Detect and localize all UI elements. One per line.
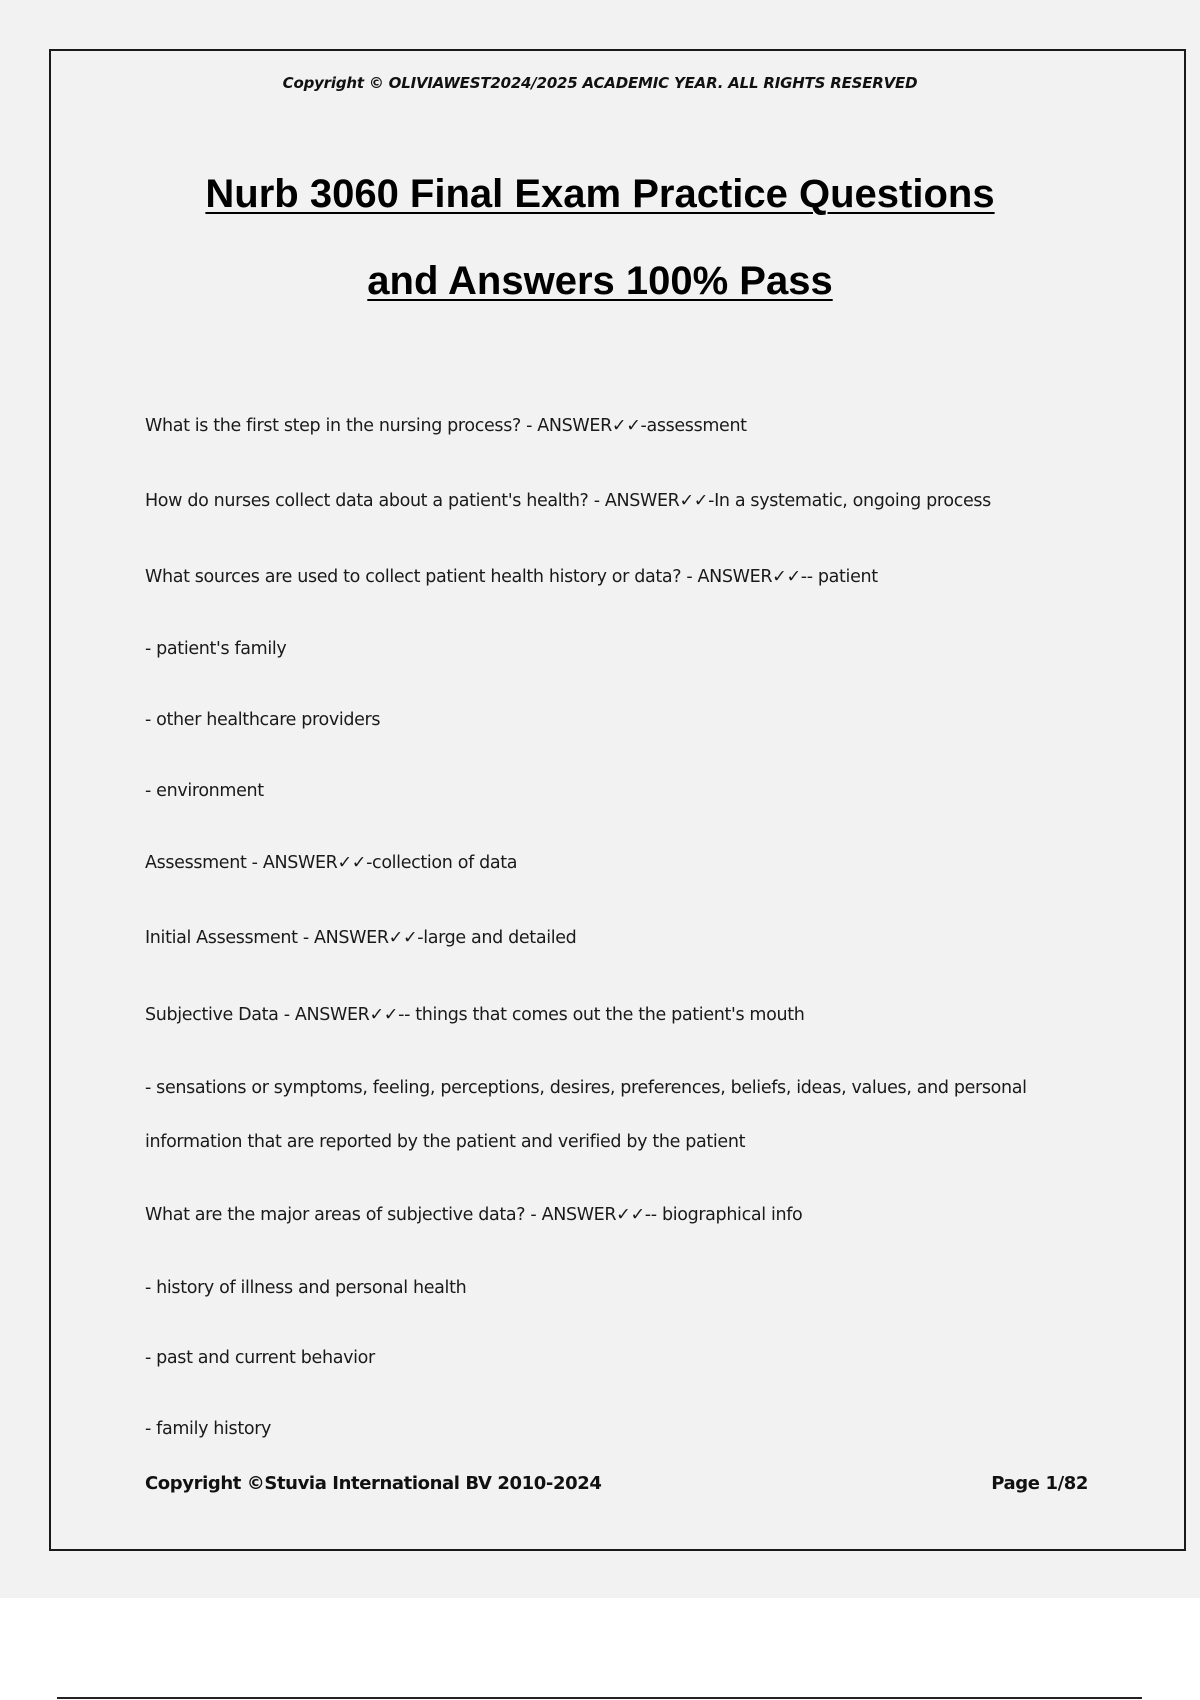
qa-line: How do nurses collect data about a patient's health? - ANSWER✓✓-In a systematic, ongoing process	[145, 491, 991, 511]
qa-line: - environment	[145, 781, 264, 801]
qa-line: - patient's family	[145, 639, 287, 659]
qa-line: What sources are used to collect patient health history or data? - ANSWER✓✓-- patient	[145, 567, 878, 587]
document-title-line-1: Nurb 3060 Final Exam Practice Questions	[205, 172, 995, 216]
qa-line: What is the first step in the nursing process? - ANSWER✓✓-assessment	[145, 416, 747, 436]
next-page-top-border	[57, 1697, 1142, 1699]
qa-line: - past and current behavior	[145, 1348, 375, 1368]
qa-line: - family history	[145, 1419, 272, 1439]
qa-line: Subjective Data - ANSWER✓✓-- things that comes out the the patient's mouth	[145, 1005, 805, 1025]
document-title-line-2: and Answers 100% Pass	[367, 259, 833, 303]
qa-line: - other healthcare providers	[145, 710, 381, 730]
qa-line: - sensations or symptoms, feeling, perceptions, desires, preferences, beliefs, ideas, values, and personal	[145, 1078, 1027, 1098]
qa-line: Initial Assessment - ANSWER✓✓-large and detailed	[145, 928, 577, 948]
qa-line: What are the major areas of subjective data? - ANSWER✓✓-- biographical info	[145, 1205, 803, 1225]
header-copyright: Copyright © OLIVIAWEST2024/2025 ACADEMIC YEAR. ALL RIGHTS RESERVED	[282, 74, 918, 92]
footer-copyright: Copyright ©Stuvia International BV 2010-2024	[145, 1473, 602, 1494]
qa-line: - history of illness and personal health	[145, 1278, 467, 1298]
qa-line: Assessment - ANSWER✓✓-collection of data	[145, 853, 518, 873]
page-number: Page 1/82	[991, 1473, 1088, 1494]
qa-line: information that are reported by the patient and verified by the patient	[145, 1132, 746, 1152]
